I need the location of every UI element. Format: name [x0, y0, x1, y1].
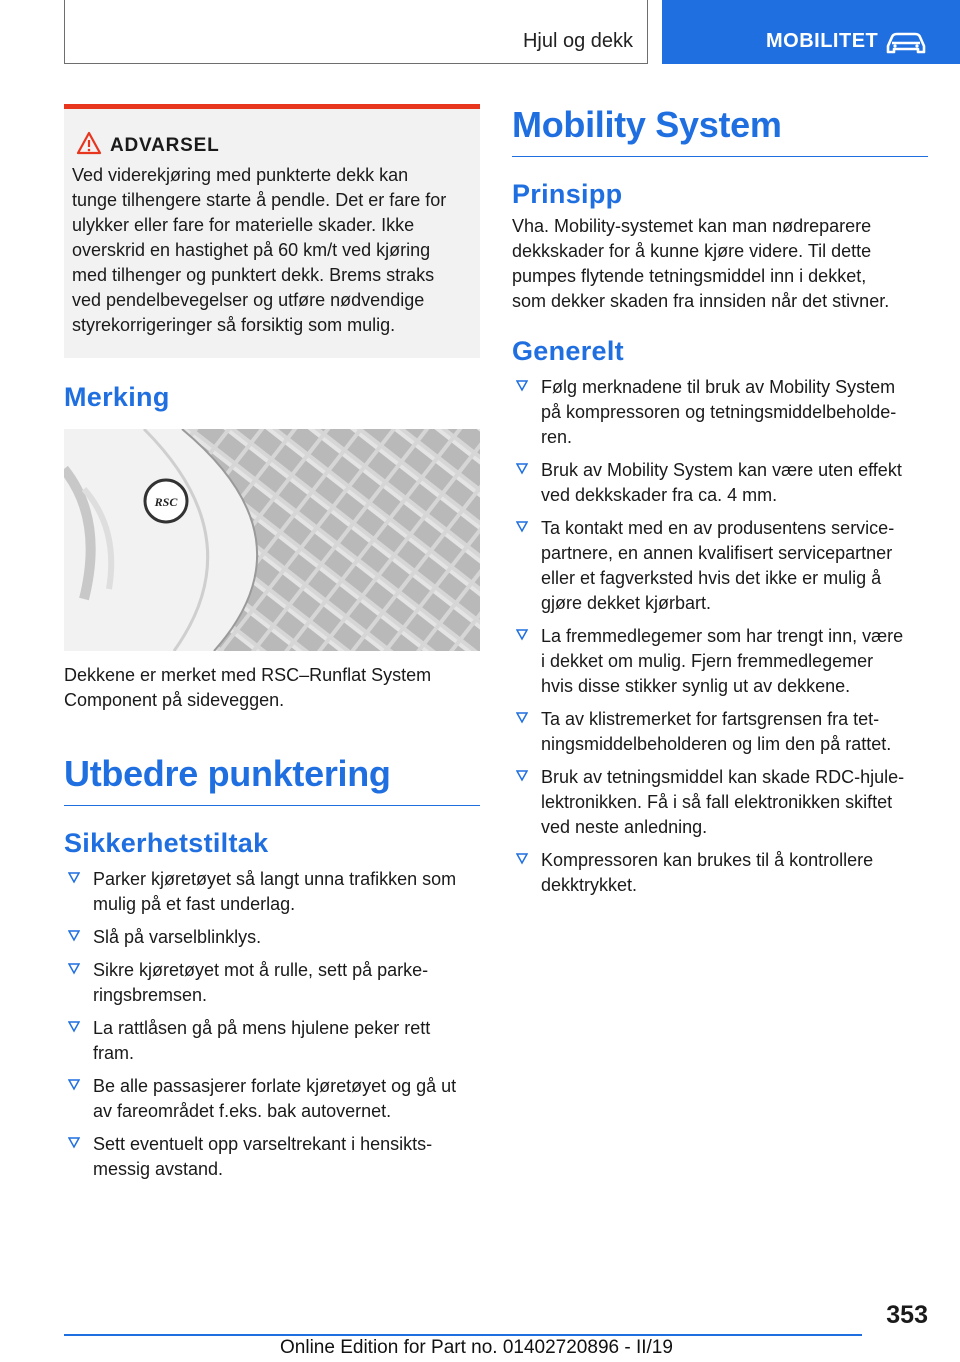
- general-heading: Generelt: [512, 336, 624, 366]
- warning-title: ADVARSEL: [110, 135, 220, 156]
- list-item: [64, 1132, 480, 1182]
- bullet-triangle-icon: [516, 853, 528, 865]
- bullet-triangle-icon: [516, 629, 528, 641]
- list-item-line: Sett eventuelt opp varseltrekant i hensikts-: [93, 1134, 433, 1154]
- list-item-line: fram.: [93, 1043, 135, 1063]
- warning-triangle-icon: [76, 131, 102, 155]
- list-item-line: ren.: [541, 427, 573, 447]
- list-item: [512, 624, 928, 699]
- list-item-line: ved neste anledning.: [541, 817, 708, 837]
- list-item: [512, 848, 928, 898]
- principle-line: Vha. Mobility-systemet kan man nødreparere: [512, 216, 872, 236]
- list-item-line: lektronikken. Få i så fall elektronikken skiftet: [541, 792, 893, 812]
- bullet-triangle-icon: [68, 1021, 80, 1033]
- marking-caption: [64, 663, 480, 713]
- rsc-logo: RSC: [154, 495, 178, 509]
- list-item-line: gjøre dekket kjørbart.: [541, 593, 712, 613]
- list-item-line: Følg merknadene til bruk av Mobility System: [541, 377, 896, 397]
- car-icon: [884, 30, 928, 56]
- list-item: [512, 458, 928, 508]
- list-item-line: mulig på et fast underlag.: [93, 894, 296, 914]
- list-item: [512, 516, 928, 616]
- bullet-triangle-icon: [68, 930, 80, 942]
- list-item-line: La fremmedlegemer som har trengt inn, være: [541, 626, 904, 646]
- list-item-line: Bruk av tetningsmiddel kan skade RDC-hjule-: [541, 767, 905, 787]
- list-item-line: dekktrykket.: [541, 875, 638, 895]
- footer-divider: [64, 1334, 862, 1336]
- header-chapter-label: MOBILITET: [766, 30, 879, 52]
- warning-line: ulykker eller fare for materielle skader. Ikke: [72, 215, 415, 235]
- header-chapter-tab[interactable]: [662, 0, 960, 64]
- list-item-line: messig avstand.: [93, 1159, 224, 1179]
- mobility-title: Mobility System: [512, 104, 928, 157]
- list-item: [64, 867, 480, 917]
- header-section-box: [64, 0, 648, 64]
- list-item-line: hvis disse stikker synlig ut av dekkene.: [541, 676, 851, 696]
- safety-list: [64, 867, 480, 1182]
- list-item: [512, 765, 928, 840]
- principle-line: som dekker skaden fra innsiden når det stivner.: [512, 291, 890, 311]
- list-item-line: partnere, en annen kvalifisert servicepartner: [541, 543, 893, 563]
- warning-line: ved pendelbevegelser og utføre nødvendige: [72, 290, 425, 310]
- list-item-line: av fareområdet f.eks. bak autovernet.: [93, 1101, 392, 1121]
- bullet-triangle-icon: [516, 712, 528, 724]
- list-item-line: ved dekkskader fra ca. 4 mm.: [541, 485, 778, 505]
- bullet-triangle-icon: [68, 872, 80, 884]
- list-item-line: Be alle passasjerer forlate kjøretøyet og gå ut: [93, 1076, 457, 1096]
- principle-line: dekkskader for å kunne kjøre videre. Til dette: [512, 241, 872, 261]
- warning-text: [72, 163, 468, 338]
- list-item: [64, 958, 480, 1008]
- warning-line: Ved viderekjøring med punkterte dekk kan: [72, 165, 409, 185]
- principle-heading: Prinsipp: [512, 179, 623, 209]
- list-item-line: La rattlåsen gå på mens hjulene peker rett: [93, 1018, 431, 1038]
- footer-edition: Online Edition for Part no. 01402720896 - II/19: [280, 1337, 673, 1358]
- bullet-triangle-icon: [516, 521, 528, 533]
- marking-heading: Merking: [64, 382, 170, 412]
- page-number: 353: [886, 1301, 928, 1329]
- list-item-line: i dekket om mulig. Fjern fremmedlegemer: [541, 651, 874, 671]
- left-column: [64, 104, 480, 1190]
- bullet-triangle-icon: [68, 1137, 80, 1149]
- warning-box: [64, 104, 480, 358]
- list-item: [64, 925, 480, 950]
- list-item-line: Sikre kjøretøyet mot å rulle, sett på parke-: [93, 960, 429, 980]
- list-item: [512, 707, 928, 757]
- bullet-triangle-icon: [516, 770, 528, 782]
- bullet-triangle-icon: [68, 1079, 80, 1091]
- list-item-line: ningsmiddelbeholderen og lim den på rattet.: [541, 734, 892, 754]
- caption-line: Dekkene er merket med RSC–Runflat System: [64, 665, 432, 685]
- principle-line: pumpes flytende tetningsmiddel inn i dekket,: [512, 266, 867, 286]
- bullet-triangle-icon: [68, 963, 80, 975]
- safety-heading: Sikkerhetstiltak: [64, 828, 269, 858]
- caption-line: Component på sideveggen.: [64, 690, 285, 710]
- repair-title: Utbedre punktering: [64, 753, 480, 806]
- list-item-line: Ta kontakt med en av produsentens service-: [541, 518, 895, 538]
- list-item-line: Kompressoren kan brukes til å kontrollere: [541, 850, 874, 870]
- warning-line: med tilhenger og punktert dekk. Brems straks: [72, 265, 435, 285]
- list-item-line: ringsbremsen.: [93, 985, 208, 1005]
- warning-line: tunge tilhengere starte å pendle. Det er fare for: [72, 190, 447, 210]
- tire-illustration: [64, 429, 480, 651]
- list-item: [512, 375, 928, 450]
- list-item-line: Bruk av Mobility System kan være uten effekt: [541, 460, 902, 480]
- right-column: [512, 104, 928, 906]
- list-item-line: Parker kjøretøyet så langt unna trafikken som: [93, 869, 457, 889]
- header-section-title: Hjul og dekk: [522, 30, 633, 52]
- list-item: [64, 1074, 480, 1124]
- list-item-line: på kompressoren og tetningsmiddelbeholde-: [541, 402, 897, 422]
- warning-line: styrekorrigeringer så forsiktig som mulig.: [72, 315, 396, 335]
- list-item-line: eller et fagverksted hvis det ikke er mulig å: [541, 568, 882, 588]
- list-item-line: Ta av klistremerket for fartsgrensen fra tet-: [541, 709, 880, 729]
- list-item: [64, 1016, 480, 1066]
- principle-text: [512, 214, 928, 314]
- warning-line: overskrid en hastighet på 60 km/t ved kjøring: [72, 240, 431, 260]
- warning-title-row: [110, 135, 468, 157]
- bullet-triangle-icon: [516, 380, 528, 392]
- list-item-line: Slå på varselblinklys.: [93, 927, 262, 947]
- general-list: [512, 375, 928, 898]
- bullet-triangle-icon: [516, 463, 528, 475]
